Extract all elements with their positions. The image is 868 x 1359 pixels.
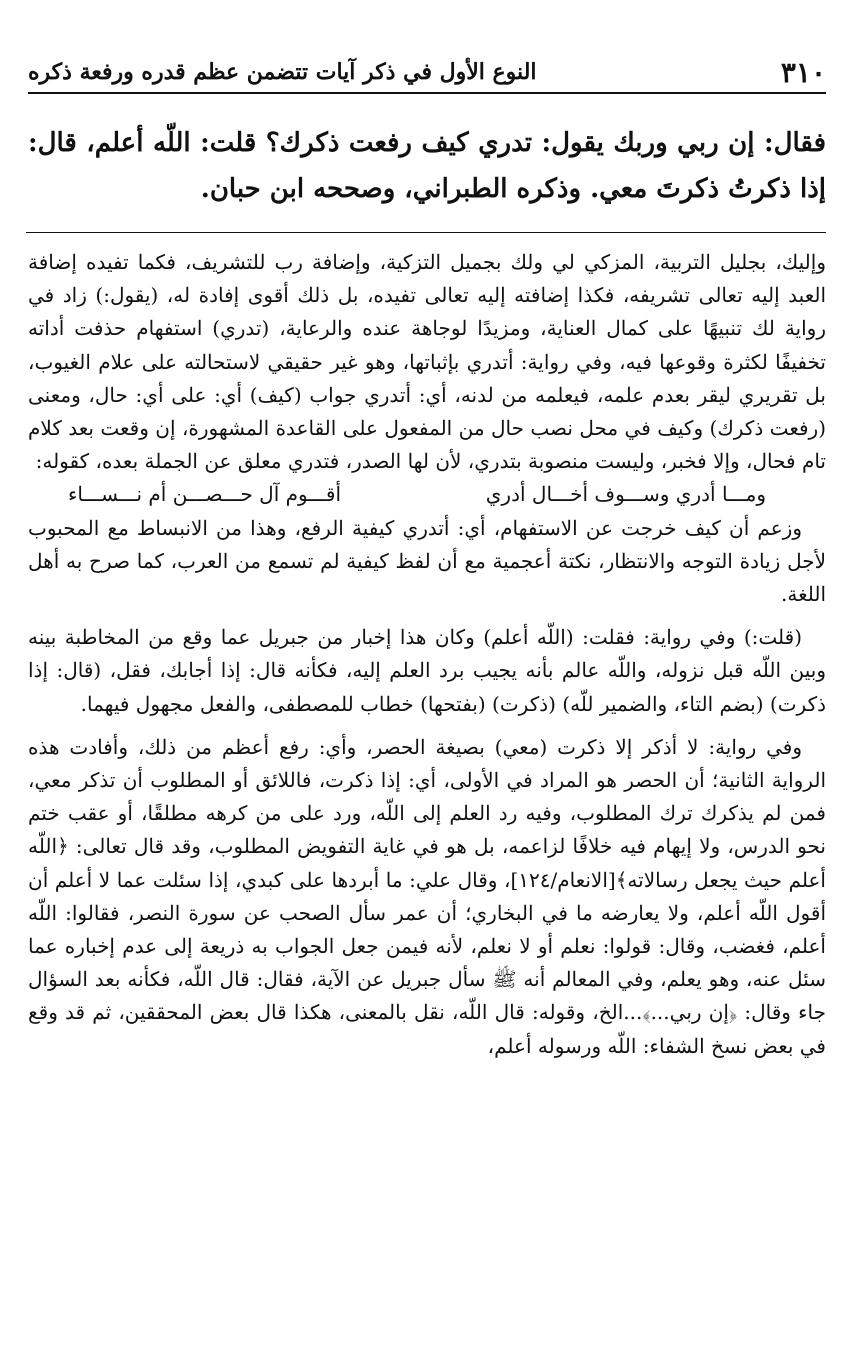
running-title: النوع الأول في ذكر آيات تتضمن عظم قدره ورفعة ذكره: [28, 59, 537, 85]
commentary-paragraph-3: (قلت:) وفي رواية: فقلت: (اللّه أعلم) وكان هذا إخبار من جبريل عما وقع من المخاطبة بينه وبين اللّه قبل نزوله، واللّه عالم بأنه يجيب برد العلم إليه، فكأنه قال: إذا أجابك، فقل، (قال: إذا ذكرت) (بضم التاء، والضمير للّه) (ذكرت) (بفتحها) خطاب للمصطفى، والفعل مجهول فيهما.: [28, 625, 826, 716]
hadith-text: فقال: إن ربي وربك يقول: تدري كيف رفعت ذكرك؟ قلت: اللّه أعلم، قال: إذا ذكرتُ ذكرتَ معي. وذكره الطبراني، وصححه ابن حبان.: [28, 128, 826, 204]
verse-second-hemistich: أقـــوم آل حـــصـــن أم نـــســـاء: [68, 482, 342, 507]
commentary-paragraph-1: وإليك، بجليل التربية، المزكي لي ولك بجميل التزكية، وإضافة رب للتشريف، فكما تفيده إضافة العبد إليه تعالى تشريفه، فكذا إضافته إليه تعالى تفيده، بل ذلك أقوى إفادة له، (يقول:) زاد في رواية لك تنبيهًا على كمال العناية، ومزيدًا لوجاهة عنده والرعاية، (تدري) استفهام حذفت أداته تخفيفًا لكثرة وقوعها فيه، وفي رواية: أتدري بإثباتها، وهو غير حقيقي لاستحالته على علام الغيوب، بل تقريري ليقر بعدم علمه، فيعلمه من لدنه، أي: أتدري جواب (كيف) أي: على أي: حال، ومعنى (رفعت ذكرك) وكيف في محل نصب حال من المفعول على القاعدة المشهورة، إن وقعت بعد كلام تام فحال، وإلا فخبر، وليست منصوبة بتدري، لأن لها الصدر، فتدري معلق عن الجملة بعده، كقوله:: [28, 250, 826, 474]
footnote-divider: [26, 232, 826, 233]
commentary-paragraph-2: وزعم أن كيف خرجت عن الاستفهام، أي: أتدري كيفية الرفع، وهذا من الانبساط مع المحبوب لأجل زيادة التوجه والانتظار، نكتة أعجمية مع أن لفظ كيفية لم تسمع من العرب، كما صرح به أهل اللغة.: [28, 515, 826, 607]
commentary: [28, 246, 826, 1063]
page-header: [28, 52, 826, 94]
commentary-paragraph-4: وفي رواية: لا أذكر إلا ذكرت (معي) بصيغة الحصر، وأي: رفع أعظم من ذلك، وأفادت هذه الرواية الثانية؛ أن الحصر هو المراد في الأولى، أي: إذا ذكرت، فاللائق أو المطلوب أن تذكر معي، فمن لم يذكرك ترك المطلوب، وفيه رد العلم إلى اللّه، ورد على من كرهه مطلقًا، أو عقب ختم نحو الدرس، ولا إيهام فيه خلافًا لزاعمه، بل هو في غاية التفويض المطلوب، وقد قال تعالى: ﴿اللّه أعلم حيث يجعل رسالاته﴾[الانعام/١٢٤]، وقال علي: ما أبردها على كبدي، إذا سئلت عما لا أعلم أن أقول اللّه أعلم، ولا يعارضه ما في البخاري؛ أن عمر سأل الصحب عن سورة النصر، فقالوا: اللّه أعلم، فغضب، وقال: قولوا: نعلم أو لا نعلم، لأنه فيمن جعل الجواب به ذريعة إلى عدم إخباره عما سئل عنه، وهو يعلم، وفي المعالم أنه ﷺ سأل جبريل عن الآية، فقال: قال اللّه، فكأنه بعد السؤال جاء وقال: ﴿إن ربي...﴾...الخ، وقوله: قال اللّه، نقل بالمعنى، هكذا قال بعض المحققين، ثم قد وقع في بعض نسخ الشفاء: اللّه ورسوله أعلم،: [28, 734, 826, 1058]
page-number: ٣١٠: [780, 55, 826, 89]
verse-first-hemistich: ومـــا أدري وســـوف أخـــال أدري: [485, 482, 766, 507]
poetry-verse: [28, 478, 826, 511]
